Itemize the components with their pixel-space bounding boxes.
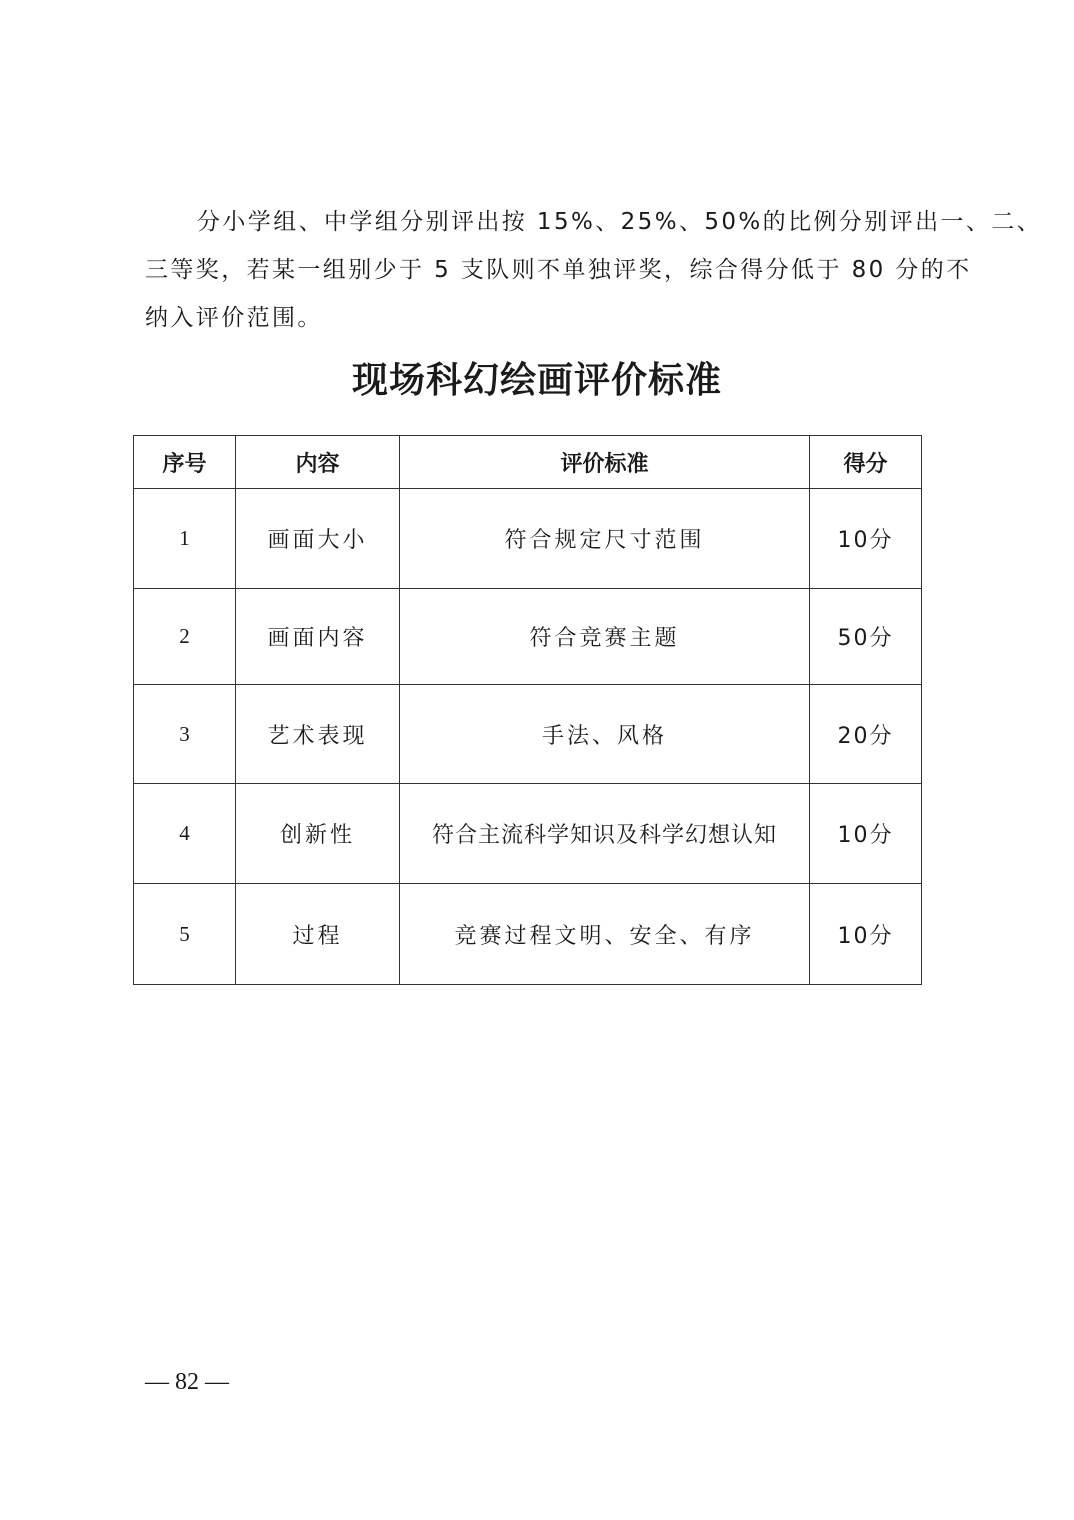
row-num: 2: [134, 589, 236, 685]
intro-line-2: 三等奖，若某一组别少于 5 支队则不单独评奖，综合得分低于 80 分的不: [145, 257, 972, 283]
header-content: 内容: [236, 436, 400, 489]
row-criteria: 符合竞赛主题: [400, 589, 810, 685]
row-criteria: 手法、风格: [400, 685, 810, 784]
header-num: 序号: [134, 436, 236, 489]
row-content: 过程: [236, 884, 400, 985]
intro-line-3: 纳入评价范围。: [145, 305, 323, 331]
intro-line-1: 分小学组、中学组分别评出按 15%、25%、50%的比例分别评出一、二、: [197, 209, 1043, 235]
row-num: 3: [134, 685, 236, 784]
row-num: 1: [134, 489, 236, 589]
row-score: 10分: [810, 489, 922, 589]
table-header-row: [134, 436, 922, 489]
table-row: [134, 884, 922, 985]
row-content: 画面内容: [236, 589, 400, 685]
row-criteria: 符合主流科学知识及科学幻想认知: [400, 784, 810, 884]
header-score: 得分: [810, 436, 922, 489]
table-row: [134, 784, 922, 884]
row-score: 10分: [810, 884, 922, 985]
header-criteria: 评价标准: [400, 436, 810, 489]
intro-paragraph: [145, 198, 1043, 342]
row-content: 创新性: [236, 784, 400, 884]
row-content: 艺术表现: [236, 685, 400, 784]
row-criteria: 符合规定尺寸范围: [400, 489, 810, 589]
row-content: 画面大小: [236, 489, 400, 589]
row-score: 50分: [810, 589, 922, 685]
row-criteria: 竞赛过程文明、安全、有序: [400, 884, 810, 985]
row-score: 20分: [810, 685, 922, 784]
table-row: [134, 589, 922, 685]
page-number: — 82 —: [145, 1369, 229, 1395]
section-title: 现场科幻绘画评价标准: [351, 359, 722, 401]
row-score: 10分: [810, 784, 922, 884]
table-row: [134, 489, 922, 589]
table-row: [134, 685, 922, 784]
row-num: 4: [134, 784, 236, 884]
row-num: 5: [134, 884, 236, 985]
evaluation-table: [133, 435, 922, 985]
